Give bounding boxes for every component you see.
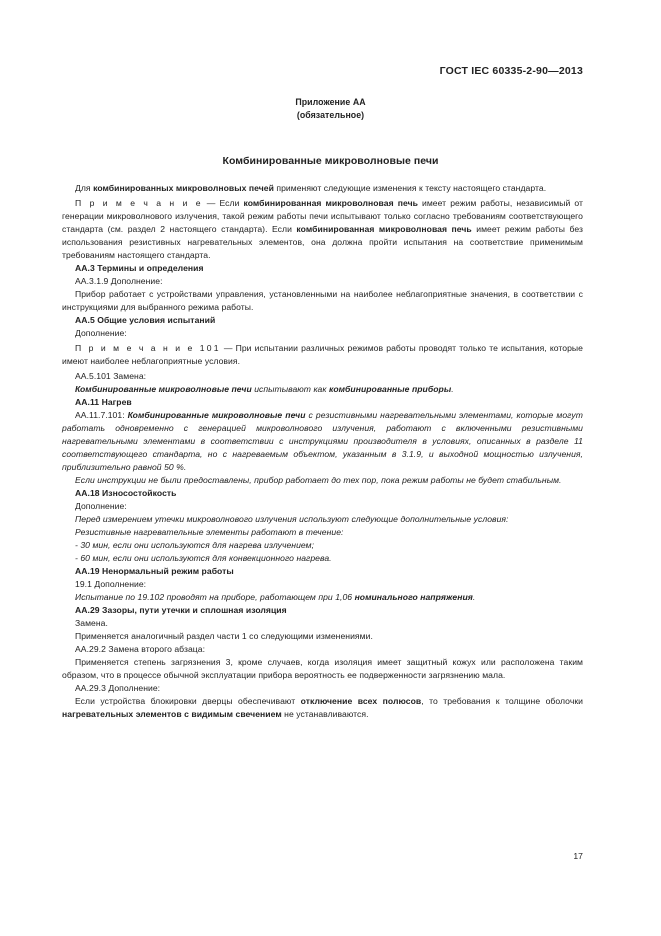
heading-aa5: АА.5 Общие условия испытаний: [75, 315, 216, 325]
note-paragraph: П р и м е ч а н и е — Если комбинированная микроволновая печь имеет режим работы, независимый от генерации микроволнового излучения, такой режим работы печи испытывают только согласно требованиям соответствующего стандарта (см. раздел 2 настоящего стандарта). Если комбинированная микроволновая печь имеет режим работы без использования резистивных нагревательных элементов, она должна пройти испытания на соответствие применимым требованиям настоящего стандарта.: [62, 198, 583, 260]
appendix-title: Приложение АА: [295, 97, 366, 107]
aa18-line-4: - 60 мин, если они используются для конвекционного нагрева.: [75, 553, 332, 563]
document-body: [62, 182, 583, 721]
aa19-text: Испытание по 19.102 проводят на приборе, работающем при 1,06 номинального напряжения.: [75, 592, 476, 602]
clause-aa3-1-9: АА.3.1.9 Дополнение:: [75, 276, 163, 286]
heading-aa19: АА.19 Ненормальный режим работы: [75, 566, 234, 576]
aa29-2-text: Применяется степень загрязнения 3, кроме случаев, когда изоляция имеет защитный кожух или расположена таким образом, что в процессе обычной эксплуатации прибора вероятность ее подверженности загрязнению мала.: [62, 657, 583, 680]
intro-paragraph: Для комбинированных микроволновых печей применяют следующие изменения к тексту настоящего стандарта.: [75, 183, 547, 193]
aa29-replacement: Замена.: [75, 618, 108, 628]
aa5-addition: Дополнение:: [75, 328, 127, 338]
aa29-3-text: Если устройства блокировки дверцы обеспечивают отключение всех полюсов, то требования к толщине оболочки нагревательных элементов с видимым свечением не устанавливаются.: [62, 696, 584, 719]
aa18-line-3: - 30 мин, если они используются для нагрева излучением;: [75, 540, 315, 550]
heading-aa18: АА.18 Износостойкость: [75, 488, 177, 498]
heading-aa3: АА.3 Термины и определения: [75, 263, 204, 273]
page-number: 17: [573, 851, 583, 861]
aa11-text: АА.11.7.101: Комбинированные микроволновые печи с резистивными нагревательными элементами, которые могут работать одновременно с генерацией микроволнового излучения, работают с включенными резистивными нагревательными элементами в соответствии с инструкциями производителя в условиях, описанных в разделе 11 соответствующего стандарта, но с нагреваемым объектом, указанным в 3.1.9, и выходной мощностью излучения, приблизительно равной 50 %.: [62, 410, 583, 472]
aa18-line-1: Перед измерением утечки микроволнового излучения используют следующие дополнительные условия:: [75, 514, 509, 524]
aa5-replacement-text: Комбинированные микроволновые печи испытывают как комбинированные приборы.: [75, 384, 454, 394]
aa29-replacement-text: Применяется аналогичный раздел части 1 со следующими изменениями.: [75, 631, 373, 641]
clause-19-1: 19.1 Дополнение:: [75, 579, 147, 589]
section-title: Комбинированные микроволновые печи: [222, 155, 439, 167]
heading-aa11: АА.11 Нагрев: [75, 397, 132, 407]
clause-aa29-2: АА.29.2 Замена второго абзаца:: [75, 644, 206, 654]
appendix-status: (обязательное): [296, 110, 365, 120]
aa3-text: Прибор работает с устройствами управления, установленными на наиболее неблагоприятные значения, в соответствии с инструкциями для выбранного режима работы.: [62, 289, 583, 312]
clause-aa29-3: АА.29.3 Дополнение:: [75, 683, 161, 693]
standard-designation: ГОСТ IEC 60335-2-90—2013: [439, 65, 583, 77]
aa5-note: П р и м е ч а н и е 101 — При испытании различных режимов работы проводят только те испытания, которые имеют наиболее неблагоприятные условия.: [62, 343, 583, 366]
aa18-line-2: Резистивные нагревательные элементы работают в течение:: [75, 527, 344, 537]
clause-aa5-101: АА.5.101 Замена:: [75, 371, 147, 381]
heading-aa29: АА.29 Зазоры, пути утечки и сплошная изоляция: [75, 605, 287, 615]
aa11-text-2: Если инструкции не были предоставлены, прибор работает до тех пор, пока режим работы не будет стабильным.: [75, 475, 562, 485]
aa18-addition: Дополнение:: [75, 501, 127, 511]
